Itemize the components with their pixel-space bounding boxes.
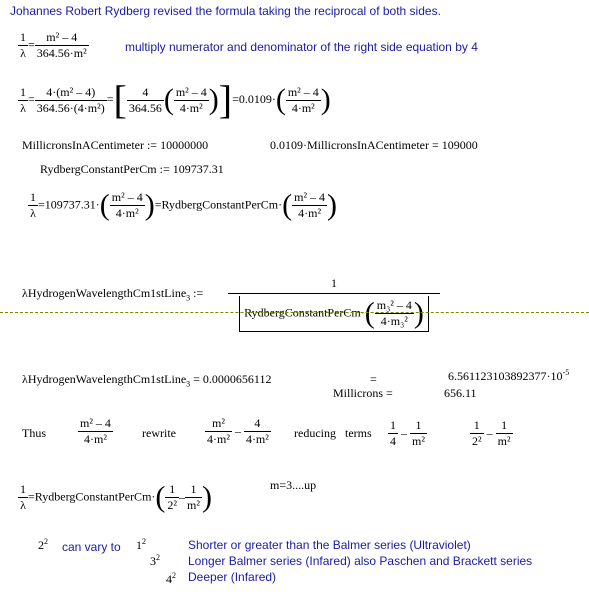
open-paren: ( (275, 83, 286, 116)
fraction-one-over-lambda-3: $\frac{1}{\lambda}$ (30, 190, 36, 220)
fraction-one-over-lambda: $\frac{1}{\lambda}$ (20, 30, 26, 60)
fraction-inner: $\frac{\text{m₃² – 4}}{\text{4·m₃²}}$ (376, 298, 412, 328)
final-equation: $\frac{1}{\lambda}$ =RydbergConstantPerCm·( $\frac{1}{\text{2²}}$ – $\frac{1}{\text{m²}}$ ) (20, 480, 212, 514)
reduced-expression-2: $\frac{1}{\text{2²}}$ – $\frac{1}{\text{m²}}$ (472, 418, 511, 448)
rewrite-expression: $\frac{\text{m²}}{\text{4·m²}}$ – $\frac{4}{\text{4·m²}}$ (207, 416, 269, 446)
coefficient: =0.0109· (232, 91, 276, 106)
hw-result: λHydrogenWavelengthCm1stLine$_3$ = 0.0000656112 (22, 372, 272, 389)
page-break-line (0, 312, 589, 313)
equals-sign: = (106, 91, 114, 106)
fraction-one-over-lambda-2: $\frac{1}{\lambda}$ (20, 84, 26, 115)
close-paren: ) (144, 188, 155, 222)
base-two: $2^2$ (38, 537, 48, 552)
open-paren: ( (364, 296, 375, 330)
fraction-rhs: $\frac{\text{m² – 4}}{\text{364.56·m²}}$ (36, 30, 87, 60)
calc-millicrons: 0.0109·MillicronsInACentimeter = 109000 (270, 138, 478, 152)
def-millicrons: MillicronsInACentimeter := 10000000 (22, 138, 209, 152)
fraction-b: $\frac{\text{m² – 4}}{\text{4·m²}}$ (294, 190, 326, 220)
open-paren: ( (99, 188, 110, 222)
fraction-4-over-364: $\frac{4}{364.56}$ (128, 84, 162, 115)
hw-equals: = (370, 372, 377, 386)
note-multiply: multiply numerator and denominator of the right side equation by 4 (125, 40, 478, 54)
open-paren: ( (282, 188, 293, 222)
hw-scientific: $6.561123103892377\cdot 10^{-5}$ (448, 368, 570, 383)
close-paren: ) (413, 296, 424, 330)
exp-three: $3^2$ (150, 553, 160, 568)
equation-reciprocal (18, 30, 89, 61)
open-bracket: [ (113, 77, 127, 122)
equation-expanded (18, 77, 331, 122)
close-paren: ) (208, 83, 219, 116)
exp-four: $4^2$ (166, 571, 176, 586)
reducing-label: reducing terms (294, 426, 372, 440)
equals-sign: = (28, 91, 35, 106)
open-paren: ( (163, 83, 174, 116)
rewrite-label: rewrite (142, 426, 176, 440)
thus-label: Thus (22, 426, 46, 440)
vary-label: can vary to (62, 540, 121, 554)
fraction-m2-4-over-4m2: $\frac{\text{m² – 4}}{\text{4·m²}}$ (175, 84, 207, 115)
def-rydberg: RydbergConstantPerCm := 109737.31 (40, 162, 224, 176)
note-deeper: Deeper (Infared) (188, 570, 277, 584)
millicrons-value: 656.11 (444, 386, 477, 400)
rydberg-symbolic: =RydbergConstantPerCm· (154, 197, 283, 212)
equation-rydberg (28, 190, 337, 221)
millicrons-label: Millicrons = (333, 386, 393, 400)
intro-text: Johannes Robert Rydberg revised the formula taking the reciprocal of both sides. (10, 4, 441, 18)
fraction-a: $\frac{\text{m² – 4}}{\text{4·m²}}$ (111, 190, 143, 220)
exp-one: $1^2$ (136, 537, 146, 552)
note-longer: Longer Balmer series (Infared) also Paschen and Brackett series (188, 554, 533, 568)
note-shorter: Shorter or greater than the Balmer series (Ultraviolet) (188, 538, 471, 552)
fraction-4-over: $\frac{\text{4·(m² – 4)}}{\text{364.56·(4·m²)}}$ (36, 84, 105, 115)
rydberg-numeric: =109737.31· (38, 197, 100, 212)
close-paren: ) (320, 83, 331, 116)
equals-sign: = (28, 37, 35, 52)
close-bracket: ] (218, 77, 233, 122)
hw-def-label: λHydrogenWavelengthCm1stLine$_3$ := (22, 286, 204, 303)
thus-fraction: $\frac{\text{m² – 4}}{\text{4·m²}}$ (80, 416, 111, 446)
hw-def-fraction: 1 RydbergConstantPerCm·( $\frac{\text{m₃² – 4}}{\text{4·m₃²}}$ ) (228, 276, 440, 332)
fraction-final: $\frac{\text{m² – 4}}{\text{4·m²}}$ (287, 84, 319, 115)
bracket-box: RydbergConstantPerCm·( $\frac{\text{m₃² – 4}}{\text{4·m₃²}}$ ) (239, 296, 429, 332)
close-paren: ) (327, 188, 338, 222)
reduced-expression: $\frac{1}{4}$ – $\frac{1}{\text{m²}}$ (390, 418, 425, 448)
m-range: m=3....up (270, 478, 317, 492)
